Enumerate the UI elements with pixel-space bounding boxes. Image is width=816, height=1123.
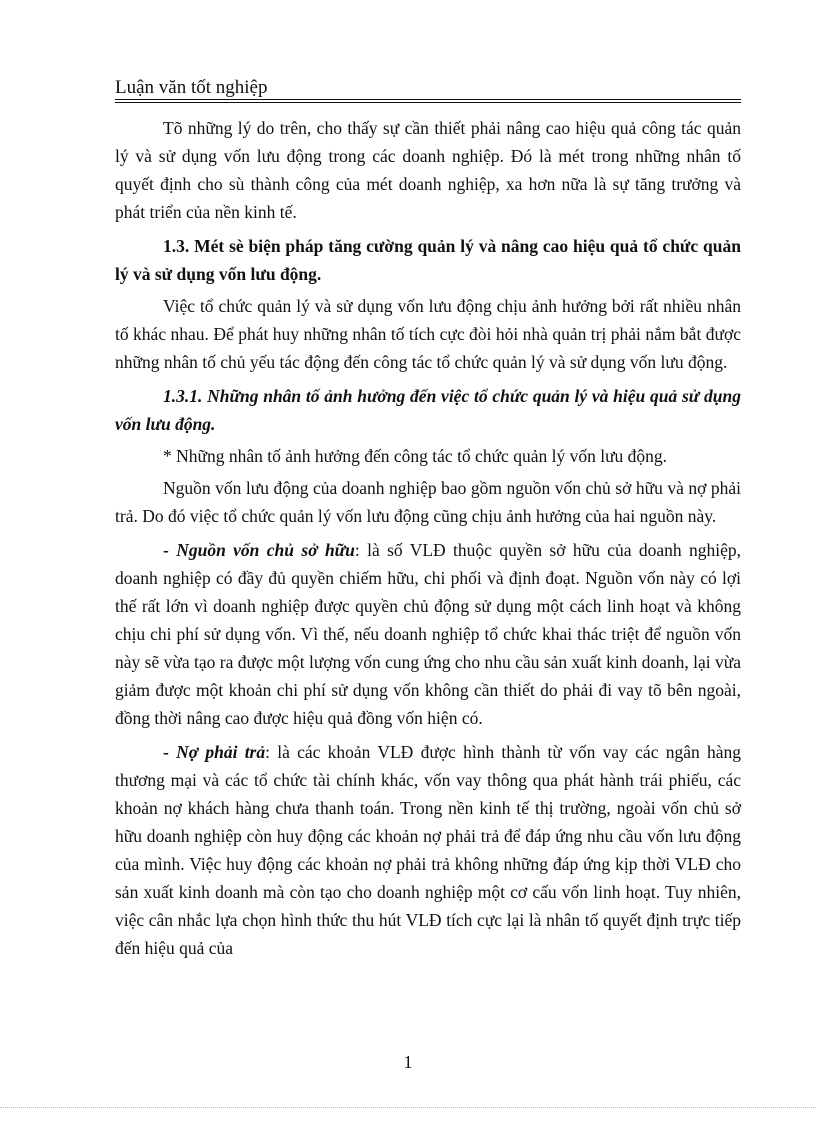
dash-marker: - — [163, 540, 177, 560]
paragraph: Việc tổ chức quản lý và sử dụng vốn lưu động chịu ảnh hưởng bởi rất nhiều nhân tố khác nhau. Để phát huy những nhân tố tích cực đòi hỏi nhà quản trị phải nắm bắt được những nhân tố chủ yếu tác động đến công tác tổ chức quản lý và sử dụng vốn lưu động. — [115, 296, 741, 372]
page-bottom-divider — [0, 1107, 816, 1108]
header-rule-thick — [115, 99, 741, 100]
bullet-paragraph: * Những nhân tố ảnh hưởng đến công tác tổ chức quản lý vốn lưu động. — [163, 446, 668, 466]
definition-equity: : là số VLĐ thuộc quyền sở hữu của doanh nghiệp, doanh nghiệp có đầy đủ quyền chiếm hữu, chi phối và định đoạt. Nguồn vốn này có lợi thế rất lớn vì doanh nghiệp được quyền chủ động sử dụng một cách linh hoạt và không chịu chi phí sử dụng vốn. Vì thế, nếu doanh nghiệp tổ chức khai thác triệt để nguồn vốn này sẽ vừa tạo ra được một lượng vốn cung ứng cho nhu cầu sản xuất kinh doanh, lại vừa giảm được một khoản chi phí sử dụng vốn không cần thiết do phải đi vay tõ bên ngoài, đồng thời nâng cao được hiệu quả đồng vốn hiện có. — [115, 540, 741, 728]
paragraph: Tõ những lý do trên, cho thấy sự cần thiết phải nâng cao hiệu quả công tác quản lý và sử dụng vốn lưu động trong các doanh nghiệp. Đó là mét trong những nhân tố quyết định cho sù thành công của mét doanh nghiệp, xa hơn nữa là sự tăng trưởng và phát triển của nền kinh tế. — [115, 118, 741, 222]
paragraph: Nguồn vốn lưu động của doanh nghiệp bao gồm nguồn vốn chủ sở hữu và nợ phải trả. Do đó việc tổ chức quản lý vốn lưu động cũng chịu ảnh hưởng của hai nguồn này. — [115, 478, 741, 526]
paragraph-liabilities — [115, 738, 741, 962]
term-equity: Nguồn vốn chủ sở hữu — [176, 540, 355, 560]
body-text — [115, 114, 741, 968]
dash-marker: - — [163, 742, 177, 762]
term-liabilities: Nợ phải trả — [176, 742, 266, 762]
header-rule-thin — [115, 102, 741, 103]
subsection-heading-1-3-1: 1.3.1. Những nhân tố ảnh hưởng đến việc tổ chức quản lý và hiệu quả sử dụng vốn lưu động. — [115, 386, 741, 434]
running-header: Luận văn tốt nghiệp — [115, 77, 268, 98]
page-number: 1 — [403, 1052, 413, 1072]
section-heading-1-3: 1.3. Mét sè biện pháp tăng cường quản lý và nâng cao hiệu quả tổ chức quản lý và sử dụng vốn lưu động. — [115, 236, 741, 284]
definition-liabilities: : là các khoản VLĐ được hình thành từ vốn vay các ngân hàng thương mại và các tổ chức tài chính khác, vốn vay thông qua phát hành trái phiếu, các khoản nợ khách hàng chưa thanh toán. Trong nền kinh tế thị trường, ngoài vốn chủ sở hữu doanh nghiệp còn huy động các khoản nợ phải trả để đáp ứng nhu cầu vốn lưu động của mình. Việc huy động các khoản nợ phải trả không những đáp ứng kịp thời VLĐ cho sản xuất kinh doanh mà còn tạo cho doanh nghiệp một cơ cấu vốn linh hoạt. Tuy nhiên, việc cân nhắc lựa chọn hình thức thu hút VLĐ tích cực lại là nhân tố quyết định trực tiếp đến hiệu quả của — [115, 742, 741, 958]
paragraph-equity — [115, 536, 741, 732]
